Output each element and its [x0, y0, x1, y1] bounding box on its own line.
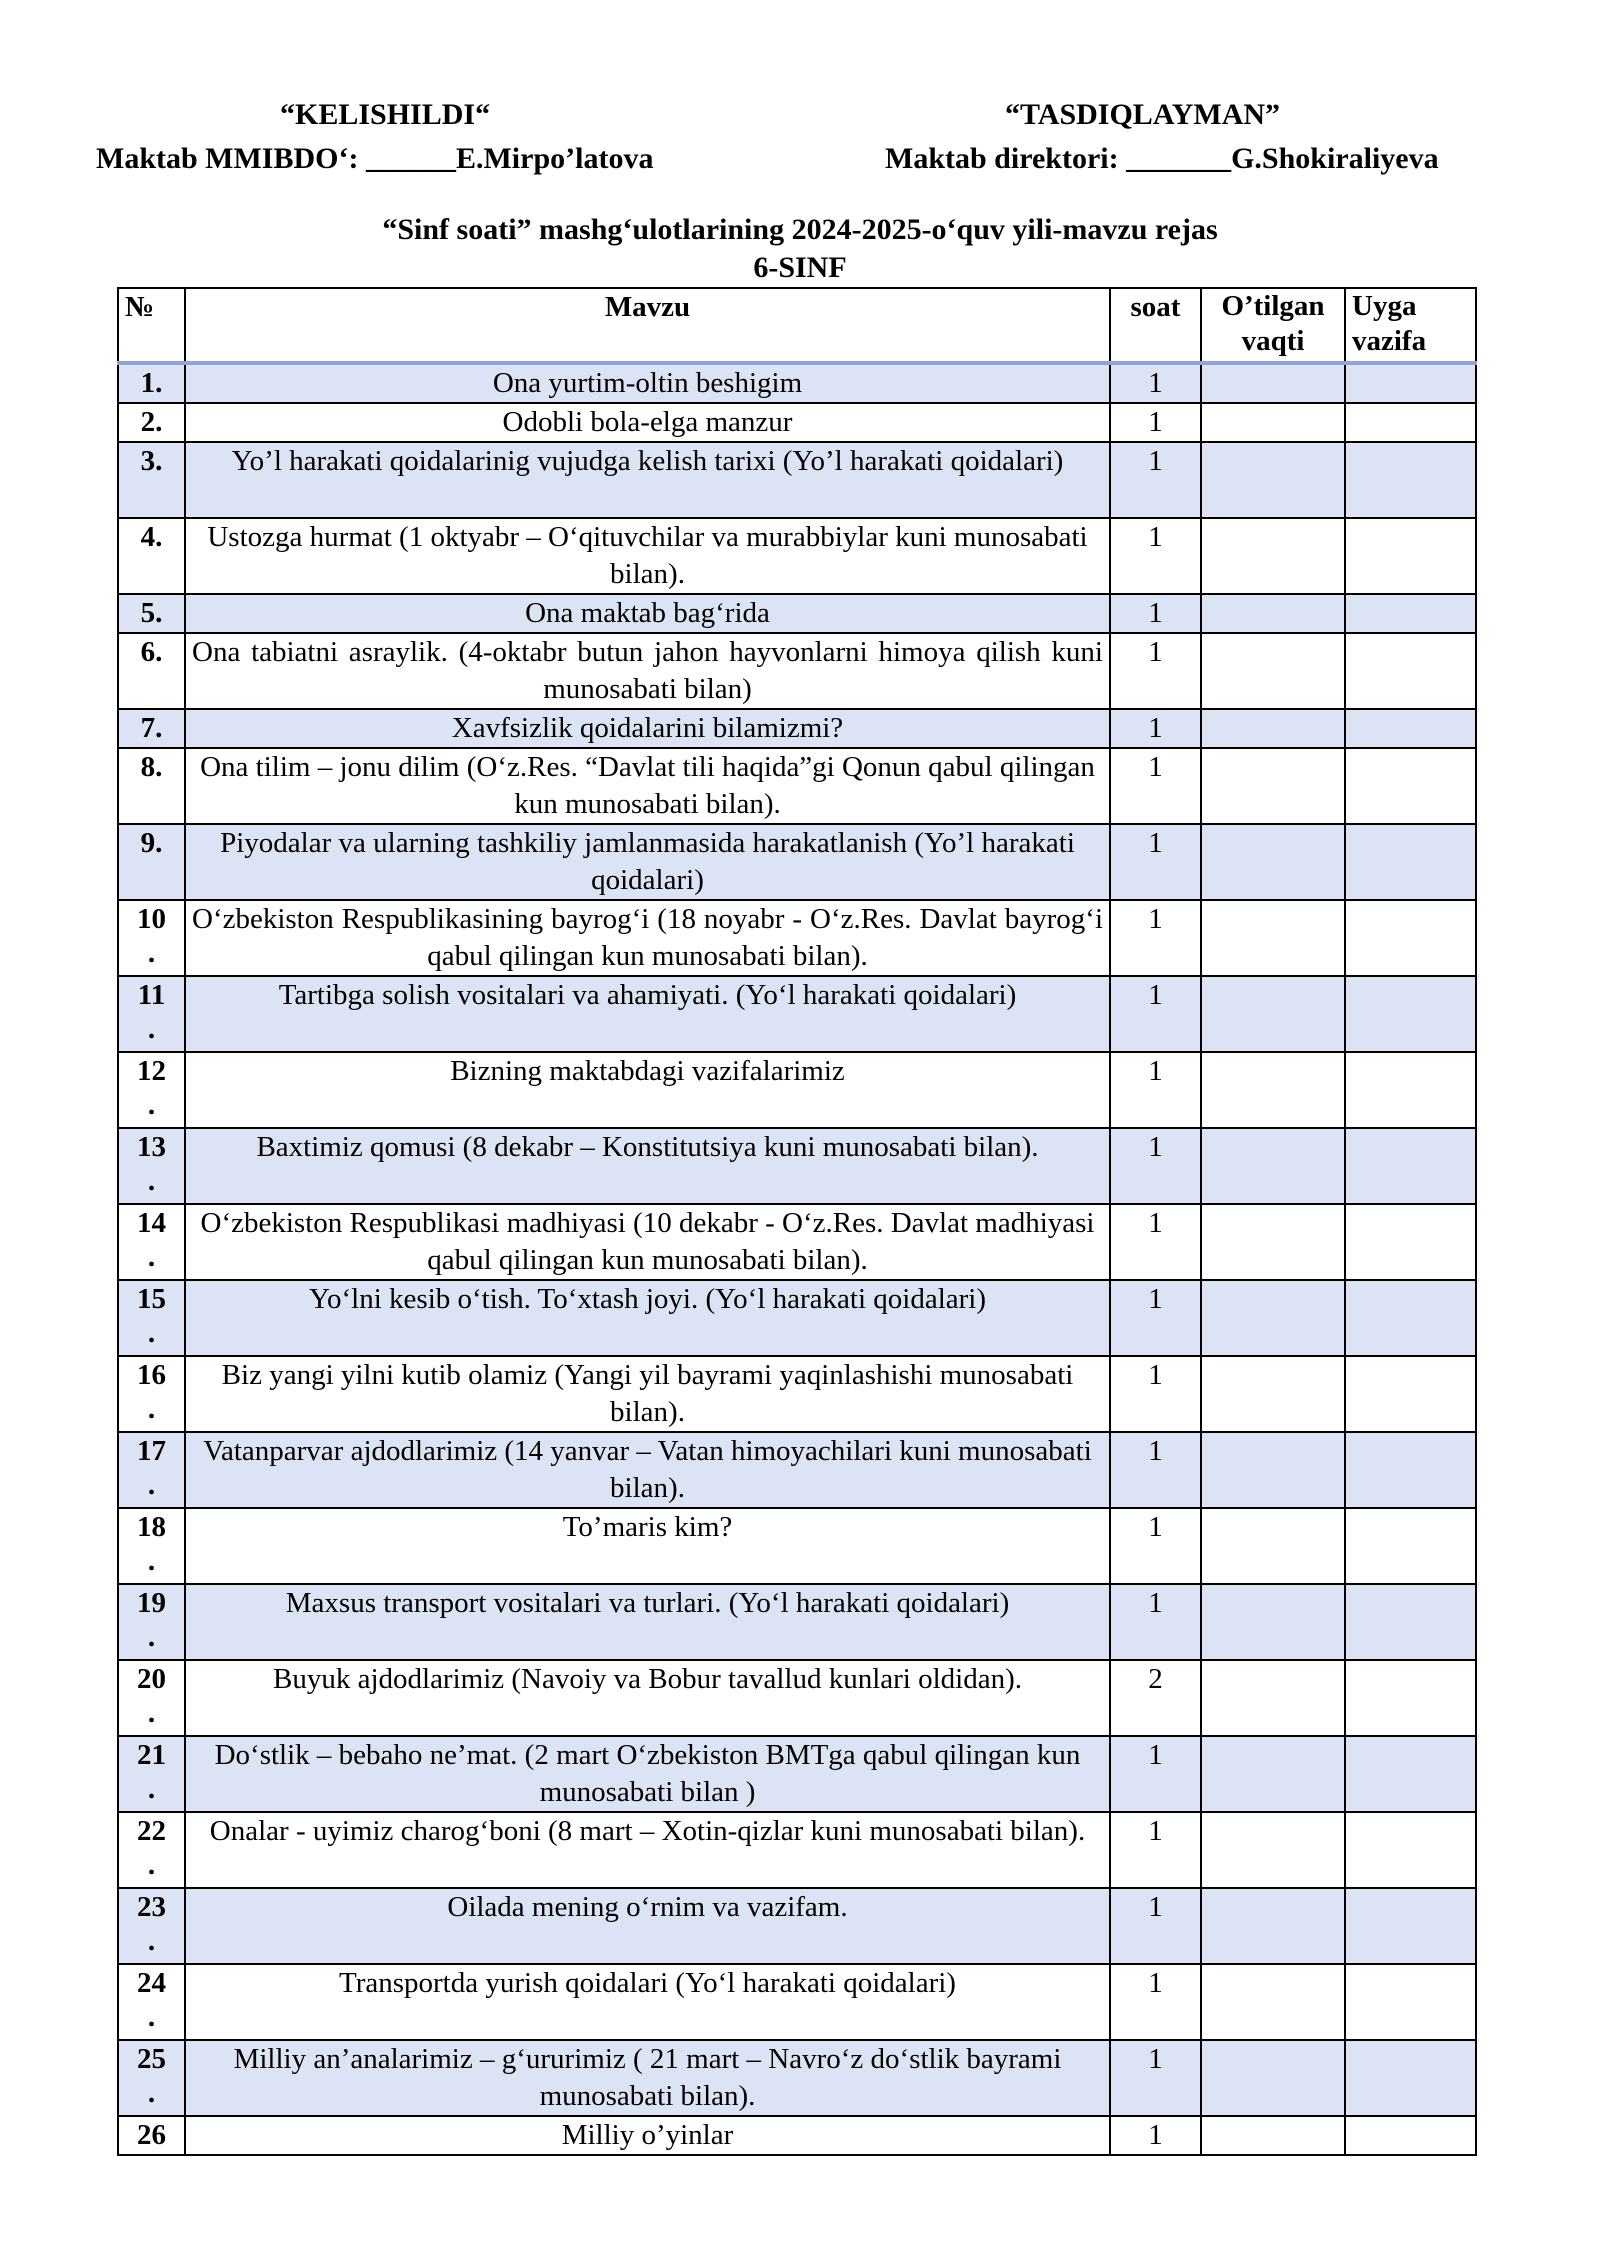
row-date-cell[interactable]: [1201, 518, 1345, 594]
row-hours: 1: [1110, 1356, 1201, 1432]
row-topic: Ona yurtim-oltin beshigim: [185, 363, 1110, 403]
row-number-text: 5.: [140, 597, 163, 629]
row-topic: Onalar - uyimiz charog‘boni (8 mart – Xotin-qizlar kuni munosabati bilan).: [185, 1812, 1110, 1888]
row-number-dot: .: [147, 1089, 156, 1121]
row-hours: 1: [1110, 1508, 1201, 1584]
row-topic: Oilada mening o‘rnim va vazifam.: [185, 1888, 1110, 1964]
row-hours: 1: [1110, 1812, 1201, 1888]
row-hours: 1: [1110, 1964, 1201, 2040]
header-date-line2: vaqti: [1241, 325, 1305, 357]
row-topic: Tartibga solish vositalari va ahamiyati. (Yo‘l harakati qoidalari): [185, 976, 1110, 1052]
approval-heading: “KELISHILDI“: [280, 98, 491, 131]
row-homework-cell[interactable]: [1345, 900, 1476, 976]
header-homework-line2: vazifa: [1352, 325, 1427, 357]
row-number-text: 21: [137, 1739, 166, 1771]
row-date-cell[interactable]: [1201, 824, 1345, 900]
row-homework-cell[interactable]: [1345, 1660, 1476, 1736]
row-number: [118, 1964, 185, 2040]
row-homework-cell[interactable]: [1345, 1964, 1476, 2040]
row-homework-cell[interactable]: [1345, 976, 1476, 1052]
row-date-cell[interactable]: [1201, 442, 1345, 518]
row-topic: Ustozga hurmat (1 oktyabr – O‘qituvchilar va murabbiylar kuni munosabati bilan).: [185, 518, 1110, 594]
row-number: [118, 363, 185, 403]
row-number: [118, 1356, 185, 1432]
row-number: [118, 1204, 185, 1280]
row-date-cell[interactable]: [1201, 1204, 1345, 1280]
row-date-cell[interactable]: [1201, 1432, 1345, 1508]
row-number-text: 20: [137, 1663, 166, 1695]
approver-signature-line: Maktab MMIBDO‘: ______E.Mirpo’latova: [96, 142, 654, 175]
row-date-cell[interactable]: [1201, 594, 1345, 633]
row-homework-cell[interactable]: [1345, 748, 1476, 824]
table-row: [118, 976, 1476, 1052]
table-row: [118, 1052, 1476, 1128]
row-hours: 2: [1110, 1660, 1201, 1736]
row-number-text: 25: [137, 2043, 166, 2075]
row-topic: Transportda yurish qoidalari (Yo‘l harakati qoidalari): [185, 1964, 1110, 2040]
row-number-dot: .: [147, 1013, 156, 1045]
table-row: [118, 1736, 1476, 1812]
row-number-dot: .: [147, 937, 156, 969]
row-topic: Do‘stlik – bebaho ne’mat. (2 mart O‘zbekiston BMTga qabul qilingan kun munosabati bilan ): [185, 1736, 1110, 1812]
row-topic: Biz yangi yilni kutib olamiz (Yangi yil bayrami yaqinlashishi munosabati bilan).: [185, 1356, 1110, 1432]
row-hours: 1: [1110, 403, 1201, 442]
row-number: [118, 518, 185, 594]
table-row: [118, 1356, 1476, 1432]
row-topic: To’maris kim?: [185, 1508, 1110, 1584]
row-number: [118, 403, 185, 442]
table-row: [118, 633, 1476, 709]
table-row: [118, 1204, 1476, 1280]
row-number-dot: .: [147, 1621, 156, 1653]
row-date-cell[interactable]: [1201, 1660, 1345, 1736]
row-number: [118, 442, 185, 518]
row-topic: Bizning maktabdagi vazifalarimiz: [185, 1052, 1110, 1128]
table-row: [118, 1964, 1476, 2040]
row-number: [118, 1660, 185, 1736]
table-row: [118, 900, 1476, 976]
row-number-text: 19: [137, 1587, 166, 1619]
row-hours: 1: [1110, 824, 1201, 900]
row-homework-cell[interactable]: [1345, 709, 1476, 748]
row-topic: Yo’l harakati qoidalarinig vujudga kelish tarixi (Yo’l harakati qoidalari): [185, 442, 1110, 518]
row-number-text: 22: [137, 1815, 166, 1847]
row-hours: 1: [1110, 442, 1201, 518]
row-topic: Ona tilim – jonu dilim (O‘z.Res. “Davlat tili haqida”gi Qonun qabul qilingan kun munosabati bilan).: [185, 748, 1110, 824]
row-number: [118, 824, 185, 900]
table-row: [118, 2116, 1476, 2155]
lesson-plan-table: [117, 287, 1477, 2156]
row-number: [118, 594, 185, 633]
row-date-cell[interactable]: [1201, 1508, 1345, 1584]
row-hours: 1: [1110, 1584, 1201, 1660]
row-homework-cell[interactable]: [1345, 1052, 1476, 1128]
row-topic: Odobli bola-elga manzur: [185, 403, 1110, 442]
header-date-line1: O’tilgan: [1221, 290, 1325, 322]
director-signature-line: Maktab direktori: _______G.Shokiraliyeva: [885, 142, 1439, 175]
row-date-cell[interactable]: [1201, 403, 1345, 442]
row-hours: 1: [1110, 900, 1201, 976]
row-number: [118, 1888, 185, 1964]
row-topic: O‘zbekiston Respublikasi madhiyasi (10 dekabr - O‘z.Res. Davlat madhiyasi qabul qilingan kun munosabati bilan).: [185, 1204, 1110, 1280]
table-row: [118, 709, 1476, 748]
row-topic: O‘zbekiston Respublikasining bayrog‘i (18 noyabr - O‘z.Res. Davlat bayrog‘i qabul qilingan kun munosabati bilan).: [185, 900, 1110, 976]
row-number-dot: .: [147, 1393, 156, 1425]
row-date-cell[interactable]: [1201, 1280, 1345, 1356]
header-homework: [1345, 288, 1476, 363]
row-number: [118, 2040, 185, 2116]
row-homework-cell[interactable]: [1345, 1508, 1476, 1584]
row-topic: Baxtimiz qomusi (8 dekabr – Konstitutsiya kuni munosabati bilan).: [185, 1128, 1110, 1204]
row-date-cell[interactable]: [1201, 1128, 1345, 1204]
row-homework-cell[interactable]: [1345, 1204, 1476, 1280]
row-topic: Yo‘lni kesib o‘tish. To‘xtash joyi. (Yo‘l harakati qoidalari): [185, 1280, 1110, 1356]
row-date-cell[interactable]: [1201, 900, 1345, 976]
table-row: [118, 442, 1476, 518]
row-hours: 1: [1110, 594, 1201, 633]
row-number: [118, 748, 185, 824]
row-hours: 1: [1110, 363, 1201, 403]
row-homework-cell[interactable]: [1345, 1736, 1476, 1812]
row-homework-cell[interactable]: [1345, 2040, 1476, 2116]
row-homework-cell[interactable]: [1345, 594, 1476, 633]
row-date-cell[interactable]: [1201, 2040, 1345, 2116]
row-number-text: 15: [137, 1283, 166, 1315]
row-number-text: 2.: [140, 406, 163, 438]
row-number: [118, 1812, 185, 1888]
row-hours: 1: [1110, 1888, 1201, 1964]
row-number-text: 18: [137, 1511, 166, 1543]
row-number-text: 9.: [140, 827, 163, 859]
row-date-cell[interactable]: [1201, 976, 1345, 1052]
row-topic: Milliy o’yinlar: [185, 2116, 1110, 2155]
row-homework-cell[interactable]: [1345, 1356, 1476, 1432]
row-number-text: 12: [137, 1055, 166, 1087]
header-date: [1201, 288, 1345, 363]
row-number: [118, 1736, 185, 1812]
row-topic: Maxsus transport vositalari va turlari. (Yo‘l harakati qoidalari): [185, 1584, 1110, 1660]
table-header-row: [118, 288, 1476, 363]
row-hours: 1: [1110, 518, 1201, 594]
row-number: [118, 1584, 185, 1660]
row-topic: Ona tabiatni asraylik. (4-oktabr butun jahon hayvonlarni himoya qilish kuni munosabati bilan): [185, 633, 1110, 709]
row-number-dot: .: [147, 1469, 156, 1501]
row-topic: Milliy an’analarimiz – g‘ururimiz ( 21 mart – Navro‘z do‘stlik bayrami munosabati bilan).: [185, 2040, 1110, 2116]
row-hours: 1: [1110, 633, 1201, 709]
row-number: [118, 709, 185, 748]
row-number: [118, 633, 185, 709]
row-hours: 1: [1110, 748, 1201, 824]
confirmation-heading: “TASDIQLAYMAN”: [1005, 98, 1281, 131]
row-homework-cell[interactable]: [1345, 824, 1476, 900]
row-hours: 1: [1110, 1432, 1201, 1508]
row-hours: 1: [1110, 2040, 1201, 2116]
row-date-cell[interactable]: [1201, 709, 1345, 748]
row-topic: Buyuk ajdodlarimiz (Navoiy va Bobur tavallud kunlari oldidan).: [185, 1660, 1110, 1736]
row-date-cell[interactable]: [1201, 633, 1345, 709]
table-row: [118, 748, 1476, 824]
table-row: [118, 518, 1476, 594]
row-homework-cell[interactable]: [1345, 363, 1476, 403]
header-topic: Mavzu: [185, 288, 1110, 363]
row-number-text: 13: [137, 1131, 166, 1163]
row-number-text: 23: [137, 1891, 166, 1923]
row-homework-cell[interactable]: [1345, 1432, 1476, 1508]
table-row: [118, 594, 1476, 633]
row-number-text: 4.: [140, 521, 163, 553]
row-hours: 1: [1110, 1052, 1201, 1128]
row-date-cell[interactable]: [1201, 1812, 1345, 1888]
row-hours: 1: [1110, 976, 1201, 1052]
row-number-dot: .: [147, 1849, 156, 1881]
row-topic: Ona maktab bag‘rida: [185, 594, 1110, 633]
row-date-cell[interactable]: [1201, 2116, 1345, 2155]
row-date-cell[interactable]: [1201, 1052, 1345, 1128]
row-date-cell[interactable]: [1201, 1584, 1345, 1660]
table-row: [118, 1280, 1476, 1356]
table-row: [118, 1432, 1476, 1508]
row-homework-cell[interactable]: [1345, 1812, 1476, 1888]
row-hours: 1: [1110, 2116, 1201, 2155]
row-hours: 1: [1110, 1128, 1201, 1204]
row-hours: 1: [1110, 1280, 1201, 1356]
row-number-text: 7.: [140, 712, 163, 744]
row-date-cell[interactable]: [1201, 363, 1345, 403]
row-number: [118, 1052, 185, 1128]
row-date-cell[interactable]: [1201, 1888, 1345, 1964]
row-number-text: 10: [137, 903, 166, 935]
row-homework-cell[interactable]: [1345, 403, 1476, 442]
row-topic: Piyodalar va ularning tashkiliy jamlanmasida harakatlanish (Yo’l harakati qoidalari): [185, 824, 1110, 900]
table-row: [118, 1584, 1476, 1660]
row-number: [118, 900, 185, 976]
row-topic: Xavfsizlik qoidalarini bilamizmi?: [185, 709, 1110, 748]
header-number: №: [118, 288, 185, 363]
row-date-cell[interactable]: [1201, 1964, 1345, 2040]
row-number: [118, 1280, 185, 1356]
row-number-text: 26: [137, 2119, 166, 2151]
row-number-dot: .: [147, 1925, 156, 1957]
table-row: [118, 1508, 1476, 1584]
header-homework-line1: Uyga: [1352, 290, 1417, 322]
row-homework-cell[interactable]: [1345, 1128, 1476, 1204]
row-date-cell[interactable]: [1201, 1736, 1345, 1812]
table-row: [118, 824, 1476, 900]
row-number-text: 11: [137, 979, 166, 1011]
row-homework-cell[interactable]: [1345, 442, 1476, 518]
row-number: [118, 2116, 185, 2155]
row-homework-cell[interactable]: [1345, 518, 1476, 594]
row-hours: 1: [1110, 709, 1201, 748]
row-date-cell[interactable]: [1201, 1356, 1345, 1432]
row-number-text: 8.: [140, 751, 163, 783]
row-homework-cell[interactable]: [1345, 1280, 1476, 1356]
table-row: [118, 1128, 1476, 1204]
row-number-text: 17: [137, 1435, 166, 1467]
row-number-dot: .: [147, 1317, 156, 1349]
row-number-dot: .: [147, 1241, 156, 1273]
table-row: [118, 2040, 1476, 2116]
row-number: [118, 1432, 185, 1508]
row-homework-cell[interactable]: [1345, 633, 1476, 709]
table-row: [118, 363, 1476, 403]
row-number-text: 3.: [140, 445, 163, 477]
row-number-text: 1.: [140, 367, 163, 399]
row-homework-cell[interactable]: [1345, 1888, 1476, 1964]
row-number-dot: .: [147, 2077, 156, 2109]
document-title: “Sinf soati” mashg‘ulotlarining 2024-2025-o‘quv yili-mavzu rejas: [382, 213, 1218, 246]
row-number-dot: .: [147, 1697, 156, 1729]
row-number-dot: .: [147, 1165, 156, 1197]
row-homework-cell[interactable]: [1345, 1584, 1476, 1660]
row-number-text: 24: [137, 1967, 166, 1999]
row-number: [118, 1128, 185, 1204]
row-number: [118, 976, 185, 1052]
header-hours: soat: [1110, 288, 1201, 363]
row-hours: 1: [1110, 1204, 1201, 1280]
row-date-cell[interactable]: [1201, 748, 1345, 824]
row-hours: 1: [1110, 1736, 1201, 1812]
table-row: [118, 1660, 1476, 1736]
table-row: [118, 1812, 1476, 1888]
row-homework-cell[interactable]: [1345, 2116, 1476, 2155]
class-label: 6-SINF: [753, 251, 847, 284]
row-number-text: 6.: [140, 636, 163, 668]
row-number: [118, 1508, 185, 1584]
row-number-dot: .: [147, 1545, 156, 1577]
row-number-dot: .: [147, 2001, 156, 2033]
row-number-dot: .: [147, 1773, 156, 1805]
table-row: [118, 403, 1476, 442]
row-number-text: 14: [137, 1207, 166, 1239]
table-row: [118, 1888, 1476, 1964]
row-topic: Vatanparvar ajdodlarimiz (14 yanvar – Vatan himoyachilari kuni munosabati bilan).: [185, 1432, 1110, 1508]
row-number-text: 16: [137, 1359, 166, 1391]
